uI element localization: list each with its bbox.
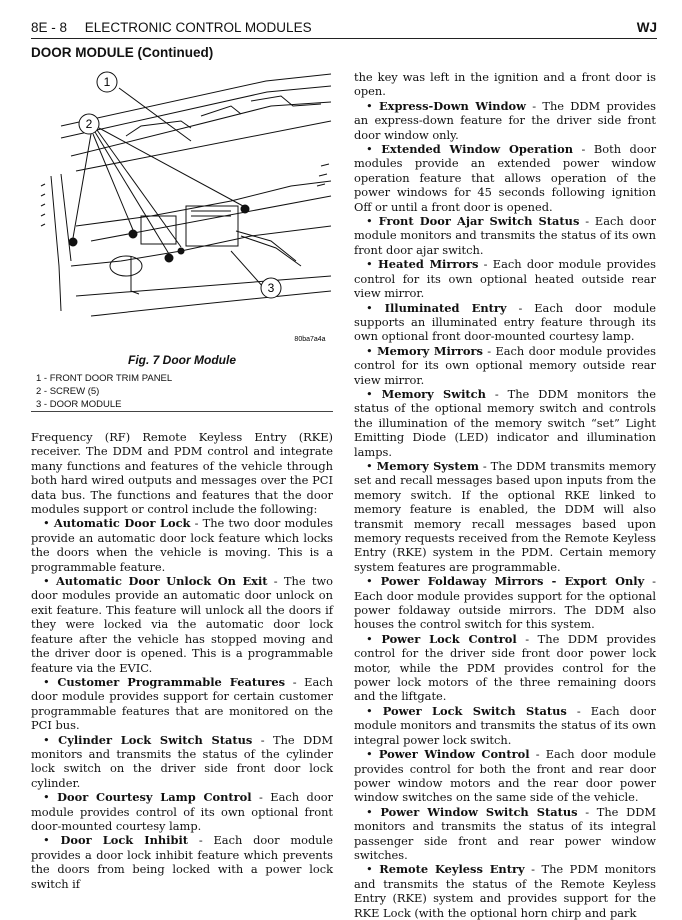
feature-item: • Power Lock Switch Status - Each door module monitors and transmits the status of its own integral power lock switch. [354,703,657,747]
feature-title: Cylinder Lock Switch Status [58,732,253,747]
feature-item: • Illuminated Entry - Each door module supports an illuminated entry feature through its own optional front door-mounted courtesy lamp. [354,300,656,344]
feature-item: • Memory Switch - The DDM monitors the status of the optional memory switch and controls the illumination of the memory switch “set” Light Emitting Diode (LED) indicator and illumination lamps. [354,386,656,459]
figure-code: 80ba7a4a [294,336,326,343]
figure-legend [36,372,172,411]
callout-2: 2 [85,117,93,131]
feature-item: • Heated Mirrors - Each door module provides control for its own optional heated outside rear view mirror. [354,257,657,301]
feature-text: Each door module monitors and transmits the status of its own integral power lock switch. [354,703,657,747]
feature-title: Power Window Switch Status [380,804,578,819]
feature-title: Automatic Door Unlock On Exit [55,574,268,589]
feature-title: Memory System [376,458,479,473]
feature-title: Memory Mirrors [377,343,483,358]
feature-title: Door Lock Inhibit [60,833,189,848]
feature-item: • Express-Down Window - The DDM provides an express-down feature for the driver side front door window only. [354,98,657,142]
feature-item: • Cylinder Lock Switch Status - The DDM monitors and transmits the status of the cylinder lock switch on the driver side front door lock cylinder. [31,732,334,790]
feature-item: • Customer Programmable Features - Each door module provides support for certain customer programmable features that are monitored on the PCI bus. [31,674,333,733]
feature-title: Extended Window Operation [381,142,573,157]
feature-text: The DDM monitors the status of the optional memory switch and controls the illumination of the memory switch “set” Light Emitting Diode (LED) indicator and illumination lamps. [354,386,656,459]
feature-title: Power Lock Switch Status [382,703,567,718]
feature-item: • Door Lock Inhibit - Each door module provides a door lock inhibit feature which prevents the doors from being locked with a power lock switch if [31,833,334,891]
feature-item: • Memory Mirrors - Each door module provides control for its own optional memory outside rear view mirror. [354,343,657,387]
section-name: ELECTRONIC CONTROL MODULES [84,20,312,35]
section-title: DOOR MODULE (Continued) [31,45,214,60]
feature-title: Power Window Control [378,747,530,762]
feature-title: Memory Switch [381,386,486,401]
continued-paragraph: the key was left in the ignition and a front door is open. [354,70,656,99]
feature-text: The DDM transmits memory set and recall messages based upon inputs from the memory switch. If the optional RKE linked to memory feature is enabled, the DDM will also transmit memory recall messages based upon memory requests received from the Remote Keyless Entry (RKE) system in the PDM. Certain memory system features are programmable. [354,458,656,574]
feature-title: Automatic Door Lock [53,516,191,531]
feature-text: The two door modules provide an automatic door unlock on exit feature. This feature will unlock all the doors if they were locked via the automatic door lock feature after the vehicle has stopped moving and the driver door is opened. This is a programmable feature via the EVIC. [31,574,334,675]
feature-title: Power Lock Control [381,631,517,646]
legend-item: 1 - FRONT DOOR TRIM PANEL [36,373,173,384]
page-header [31,18,657,40]
feature-text: Each door module provides support for the optional power foldaway outside mirrors. The DDM also houses the control switch for this system. [354,588,656,632]
feature-text: The DDM monitors and transmits the status of the cylinder lock switch on the driver side front door lock cylinder. [31,732,334,790]
legend-rule [31,411,333,412]
feature-text: Both door modules provide an extended power window operation feature that allows operation of the power windows for 45 seconds following ignition Off or until a front door is opened. [354,142,657,214]
feature-item: • Power Window Control - Each door module provides control for both the front and rear door power window motors and the rear door power window switches on the same side of the vehicle. [354,747,656,805]
feature-item: • Power Window Switch Status - The DDM monitors and transmits the status of its integral passenger side front and rear power window switches. [354,804,656,862]
feature-item: • Extended Window Operation - Both door modules provide an extended power window operation feature that allows operation of the power windows for 45 seconds following ignition Off or until a front door is opened. [354,142,657,214]
feature-text: Each door module provides support for certain customer programmable features that are monitored on the PCI bus. [31,674,333,733]
feature-item: • Power Lock Control - The DDM provides control for the driver side front door power lock motor, while the PDM provides control for the power lock motors of the three remaining doors and the liftgate. [354,631,656,704]
callout-3: 3 [267,281,275,295]
feature-item: • Remote Keyless Entry - The PDM monitors and transmits the status of the Remote Keyless Entry (RKE) system and provides support for the RKE Lock (with the optional horn chirp and park [354,862,656,920]
feature-item: • Memory System - The DDM transmits memory set and recall messages based upon inputs from the memory switch. If the optional RKE linked to memory feature is enabled, the DDM will also transmit memory recall messages based upon memory requests received from the Remote Keyless Entry (RKE) system in the PDM. Certain memory system features are programmable. [354,458,656,574]
feature-text: The DDM provides control for the driver side front door power lock motor, while the PDM provides control for the power lock motors of the three remaining doors and the liftgate. [354,631,656,704]
figure-caption: Fig. 7 Door Module [128,353,236,367]
feature-text: The PDM monitors and transmits the status of the Remote Keyless Entry (RKE) system and provides support for the RKE Lock (with the optional horn chirp and park [354,862,656,920]
callout-1: 1 [103,75,111,89]
feature-item: • Automatic Door Unlock On Exit - The two door modules provide an automatic door unlock on exit feature. This feature will unlock all the doors if they were locked via the automatic door lock feature after the vehicle has stopped moving and the driver door is opened. This is a programmable feature via the EVIC. [31,574,334,675]
door-module-illustration [31,66,333,348]
right-column [354,70,656,920]
header-left [31,20,312,35]
page-number: 8E - 8 [31,20,68,35]
feature-title: Door Courtesy Lamp Control [57,790,252,805]
intro-paragraph: Frequency (RF) Remote Keyless Entry (RKE) receiver. The DDM and PDM control and integrate many functions and features of the vehicle through both hard wired outputs and messages over the PCI data bus. The functions and features that the door modules support or control include the following: [31,430,333,517]
legend-item: 3 - DOOR MODULE [36,399,122,410]
feature-title: Power Foldaway Mirrors - Export Only [380,574,645,589]
feature-title: Heated Mirrors [377,257,479,272]
header-rule [31,38,657,39]
feature-item: • Automatic Door Lock - The two door modules provide an automatic door lock feature which locks the doors when the vehicle is moving. This is a programmable feature. [31,516,333,574]
feature-text: The two door modules provide an automatic door lock feature which locks the doors when the vehicle is moving. This is a programmable feature. [31,516,333,574]
feature-text: Each door module provides control for its own optional memory outside rear view mirror. [354,343,657,387]
feature-title: Illuminated Entry [384,300,507,315]
feature-title: Front Door Ajar Switch Status [378,214,580,229]
feature-text: The DDM provides an express-down feature for the driver side front door window only. [354,98,657,142]
feature-title: Express-Down Window [378,98,526,113]
legend-item: 2 - SCREW (5) [36,386,100,397]
feature-item: • Power Foldaway Mirrors - Export Only - Each door module provides support for the optional power foldaway outside mirrors. The DDM also houses the control switch for this system. [354,574,656,632]
feature-text: Each door module provides control for both the front and rear door power window motors and the rear door power window switches on the same side of the vehicle. [354,747,656,805]
feature-text: Each door module monitors and transmits the status of its own front door ajar switch. [354,214,656,257]
feature-item: • Front Door Ajar Switch Status - Each door module monitors and transmits the status of its own front door ajar switch. [354,214,656,257]
feature-title: Customer Programmable Features [57,674,286,689]
feature-text: Each door module provides control for its own optional heated outside rear view mirror. [354,257,657,301]
feature-text: Each door module provides control of its own optional front door-mounted courtesy lamp. [31,790,333,833]
feature-text: The DDM monitors and transmits the status of its integral passenger side front and rear power window switches. [354,804,656,862]
left-column [31,430,333,891]
feature-text: Each door module supports an illuminated entry feature through its own optional front door-mounted courtesy lamp. [354,300,656,344]
feature-title: Remote Keyless Entry [379,862,525,877]
feature-item: • Door Courtesy Lamp Control - Each door module provides control of its own optional front door-mounted courtesy lamp. [31,790,333,833]
feature-text: Each door module provides a door lock inhibit feature which prevents the doors from being locked with a power lock switch if [31,833,334,891]
model-code: WJ [636,20,657,35]
